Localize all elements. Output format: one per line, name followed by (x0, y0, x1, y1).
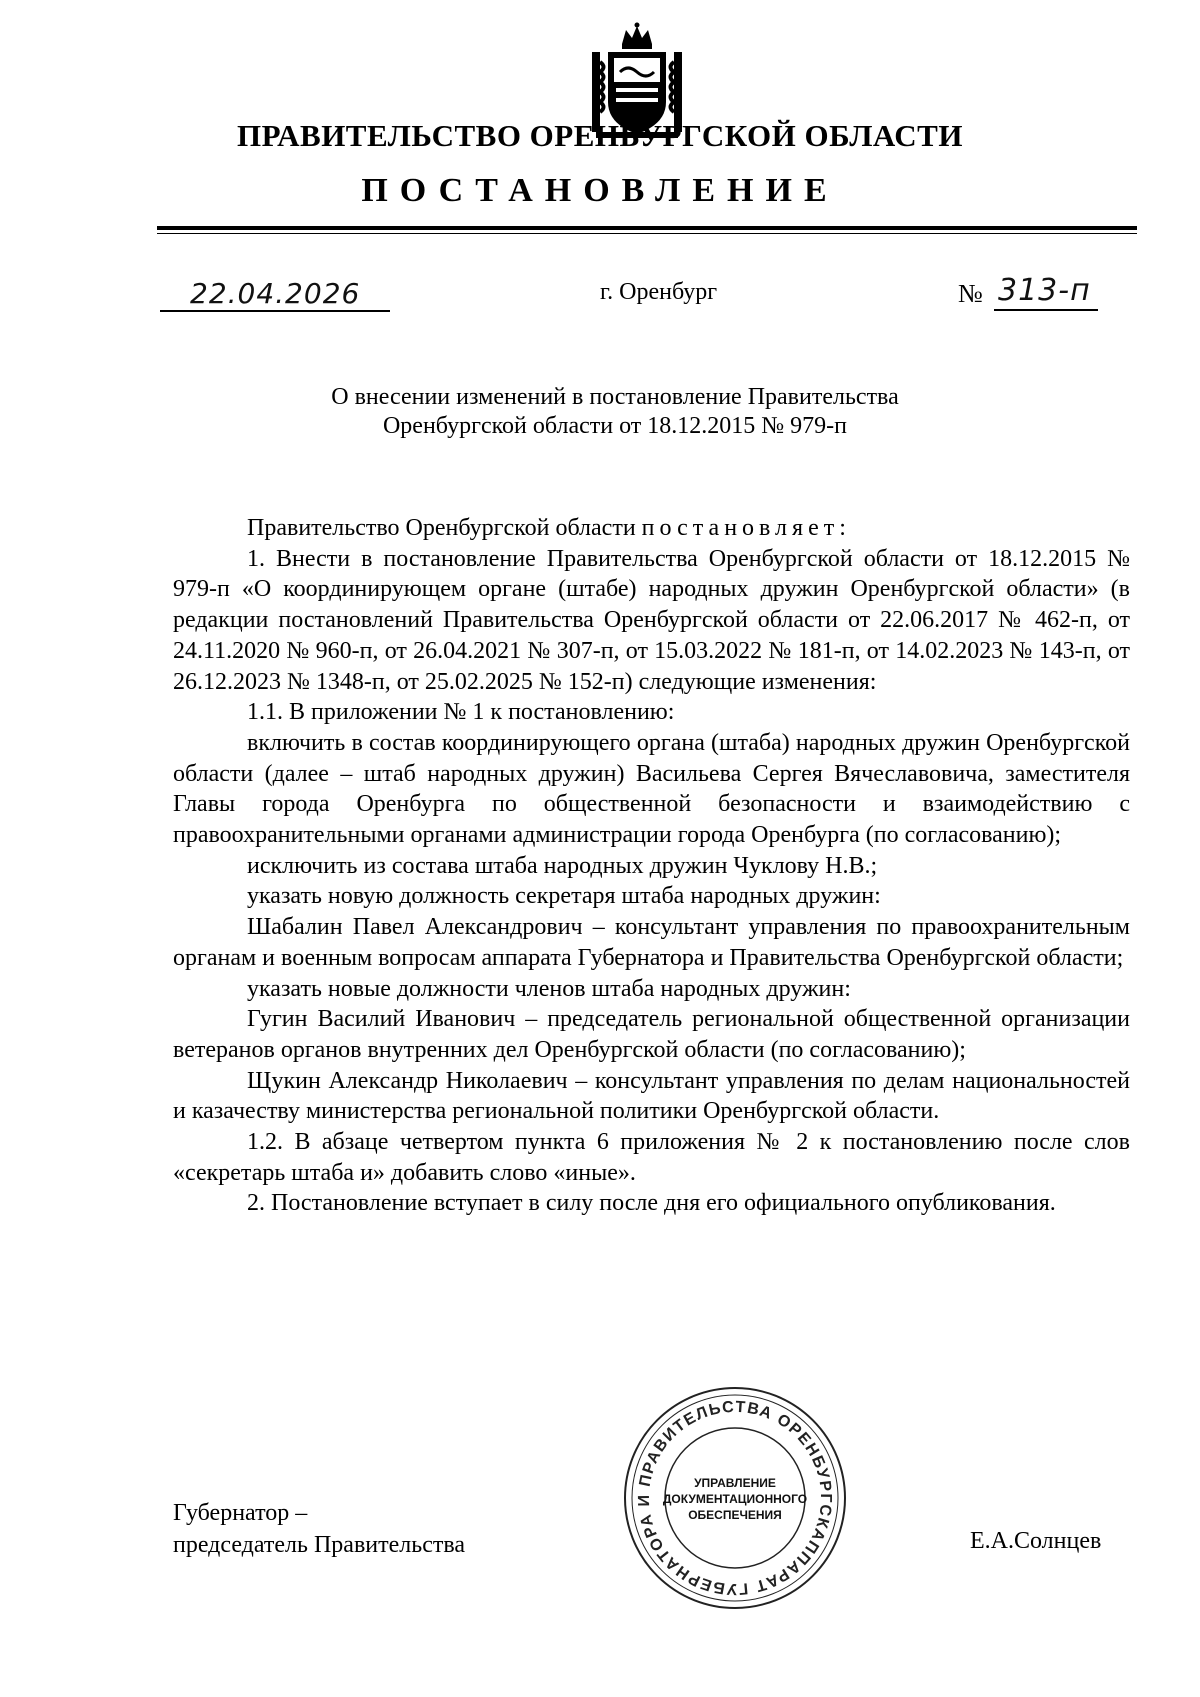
stamp-ring-text: АППАРАТ ГУБЕРНАТОРА И ПРАВИТЕЛЬСТВА ОРЕНБУРГСКОЙ (635, 1398, 835, 1598)
number-underline (994, 309, 1098, 311)
signatory-position-line-2: председатель Правительства (173, 1532, 466, 1558)
document-subject (230, 383, 1000, 441)
resolution-verb: постановляет: (641, 515, 851, 541)
signatory-name: Е.А.Солнцев (970, 1528, 1102, 1554)
paragraph-1: 1. Внести в постановление Правительства Оренбургской области от 18.12.2015 № 979-п «О координирующем органе (штабе) народных дружин Оренбургской области» (в редакции постановлений Правительства Оренбургской области от 22.06.2017 № 462-п, от 24.11.2020 № 960-п, от 26.04.2021 № 307-п, от 15.03.2022 № 181-п, от 14.02.2023 № 143-п, от 26.12.2023 № 1348-п, от 25.02.2025 № 152-п) следующие изменения: (173, 545, 1130, 695)
document-number (958, 271, 1098, 317)
document-type-title: ПОСТАНОВЛЕНИЕ (361, 172, 839, 209)
organization-title: ПРАВИТЕЛЬСТВО ОРЕНБУРГСКОЙ ОБЛАСТИ (237, 118, 963, 153)
document-body (173, 513, 1130, 1219)
paragraph-include: включить в состав координирующего органа (штаба) народных дружин Оренбургской области (далее – штаб народных дружин) Васильева Сергея Вячеславовича, заместителя Главы города Оренбурга по общественной безопасности и взаимодействию с правоохранительными органами администрации города Оренбурга (по согласованию); (173, 729, 1130, 849)
number-sign: № (958, 279, 983, 308)
subject-line-1: О внесении изменений в постановление Правительства (331, 384, 899, 410)
paragraph-1-2: 1.2. В абзаце четвертом пункта 6 приложения № 2 к постановлению после слов «секретарь штаба и» добавить слово «иные». (173, 1129, 1130, 1186)
paragraph-exclude: исключить из состава штаба народных дружин Чуклову Н.В.; (247, 852, 878, 879)
paragraph-member-shchukin: Щукин Александр Николаевич – консультант управления по делам национальностей и казачеству министерства региональной политики Оренбургской области. (173, 1067, 1130, 1125)
stamp-inner-line-3: ОБЕСПЕЧЕНИЯ (688, 1508, 782, 1522)
subject-line-2: Оренбургской области от 18.12.2015 № 979-п (382, 413, 848, 439)
paragraph-secretary-heading: указать новую должность секретаря штаба народных дружин: (247, 883, 881, 910)
stamp-inner-text (620, 1475, 850, 1523)
resolution-intro (173, 513, 1130, 544)
number-value: 313-п (998, 273, 1091, 308)
header-divider-thin (157, 233, 1137, 234)
document-date (160, 277, 390, 317)
official-stamp (620, 1383, 850, 1613)
paragraph-members-heading: указать новые должности членов штаба народных дружин: (247, 975, 851, 1002)
resolution-intro-text: Правительство Оренбургской области (247, 515, 642, 541)
paragraph-1-1: 1.1. В приложении № 1 к постановлению: (247, 699, 675, 726)
paragraph-2: 2. Постановление вступает в силу после дня его официального опубликования. (247, 1190, 1056, 1217)
paragraph-secretary: Шабалин Павел Александрович – консультант управления по правоохранительным органам и военным вопросам аппарата Губернатора и Правительства Оренбургской области; (173, 914, 1130, 971)
document-city: г. Оренбург (600, 279, 718, 305)
header-divider (157, 226, 1137, 230)
date-underline (160, 310, 390, 312)
stamp-inner-line-2: ДОКУМЕНТАЦИОННОГО (662, 1492, 808, 1506)
paragraph-member-gugin: Гугин Василий Иванович – председатель региональной общественной организации ветеранов органов внутренних дел Оренбургской области (по согласованию); (173, 1006, 1130, 1063)
date-value: 22.04.2026 (190, 277, 361, 310)
stamp-inner-line-1: УПРАВЛЕНИЕ (694, 1476, 776, 1490)
signatory-position-line-1: Губернатор – (173, 1500, 308, 1526)
signatory-position (173, 1497, 465, 1561)
